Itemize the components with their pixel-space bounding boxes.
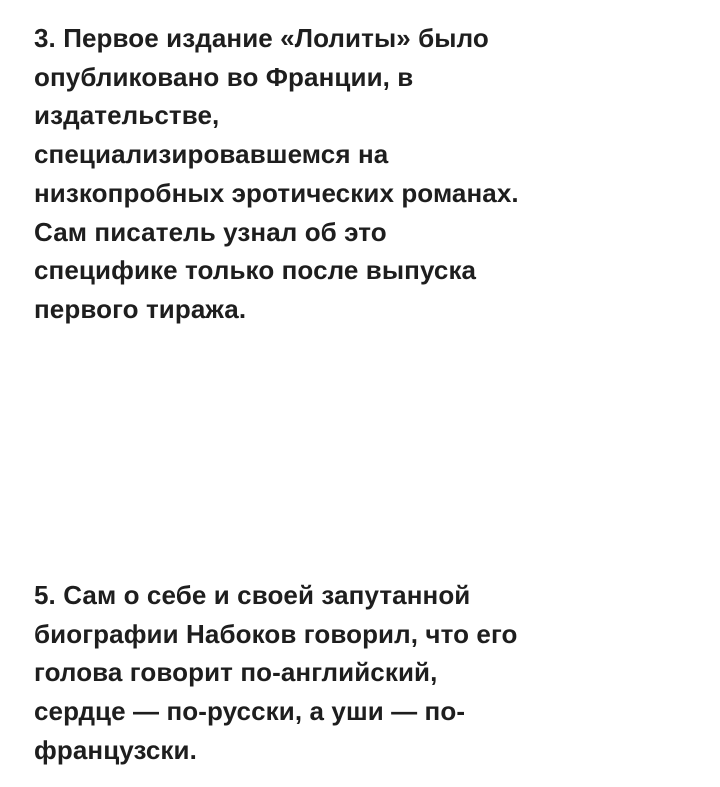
fact-5-line-3: голова говорит по-английский, (34, 657, 438, 688)
fact-3-line-2: опубликовано во Франции, в (34, 61, 414, 92)
fact-3-line-1: 3. Первое издание «Лолиты» было (34, 23, 489, 53)
fact-3-line-3: издательстве, (34, 100, 220, 131)
fact-5-line-1: 5. Сам о себе и своей запутанной (34, 580, 471, 610)
fact-5-line-4: сердце — по-русски, а уши — по- (34, 696, 466, 727)
fact-3-line-5: низкопробных эротических романах. (34, 177, 519, 208)
fact-5-line-5: французски. (34, 734, 197, 765)
fact-3-line-7: специфике только после выпуска (34, 255, 477, 286)
fact-3-line-8: первого тиража. (34, 293, 247, 324)
fact-3-line-6: Сам писатель узнал об это (34, 216, 387, 247)
fact-5-line-2: биографии Набоков говорил, что его (34, 618, 518, 649)
fact-3-paragraph (34, 19, 710, 329)
fact-5-paragraph (34, 576, 710, 770)
fact-3-line-4: специализировавшемся на (34, 139, 389, 170)
